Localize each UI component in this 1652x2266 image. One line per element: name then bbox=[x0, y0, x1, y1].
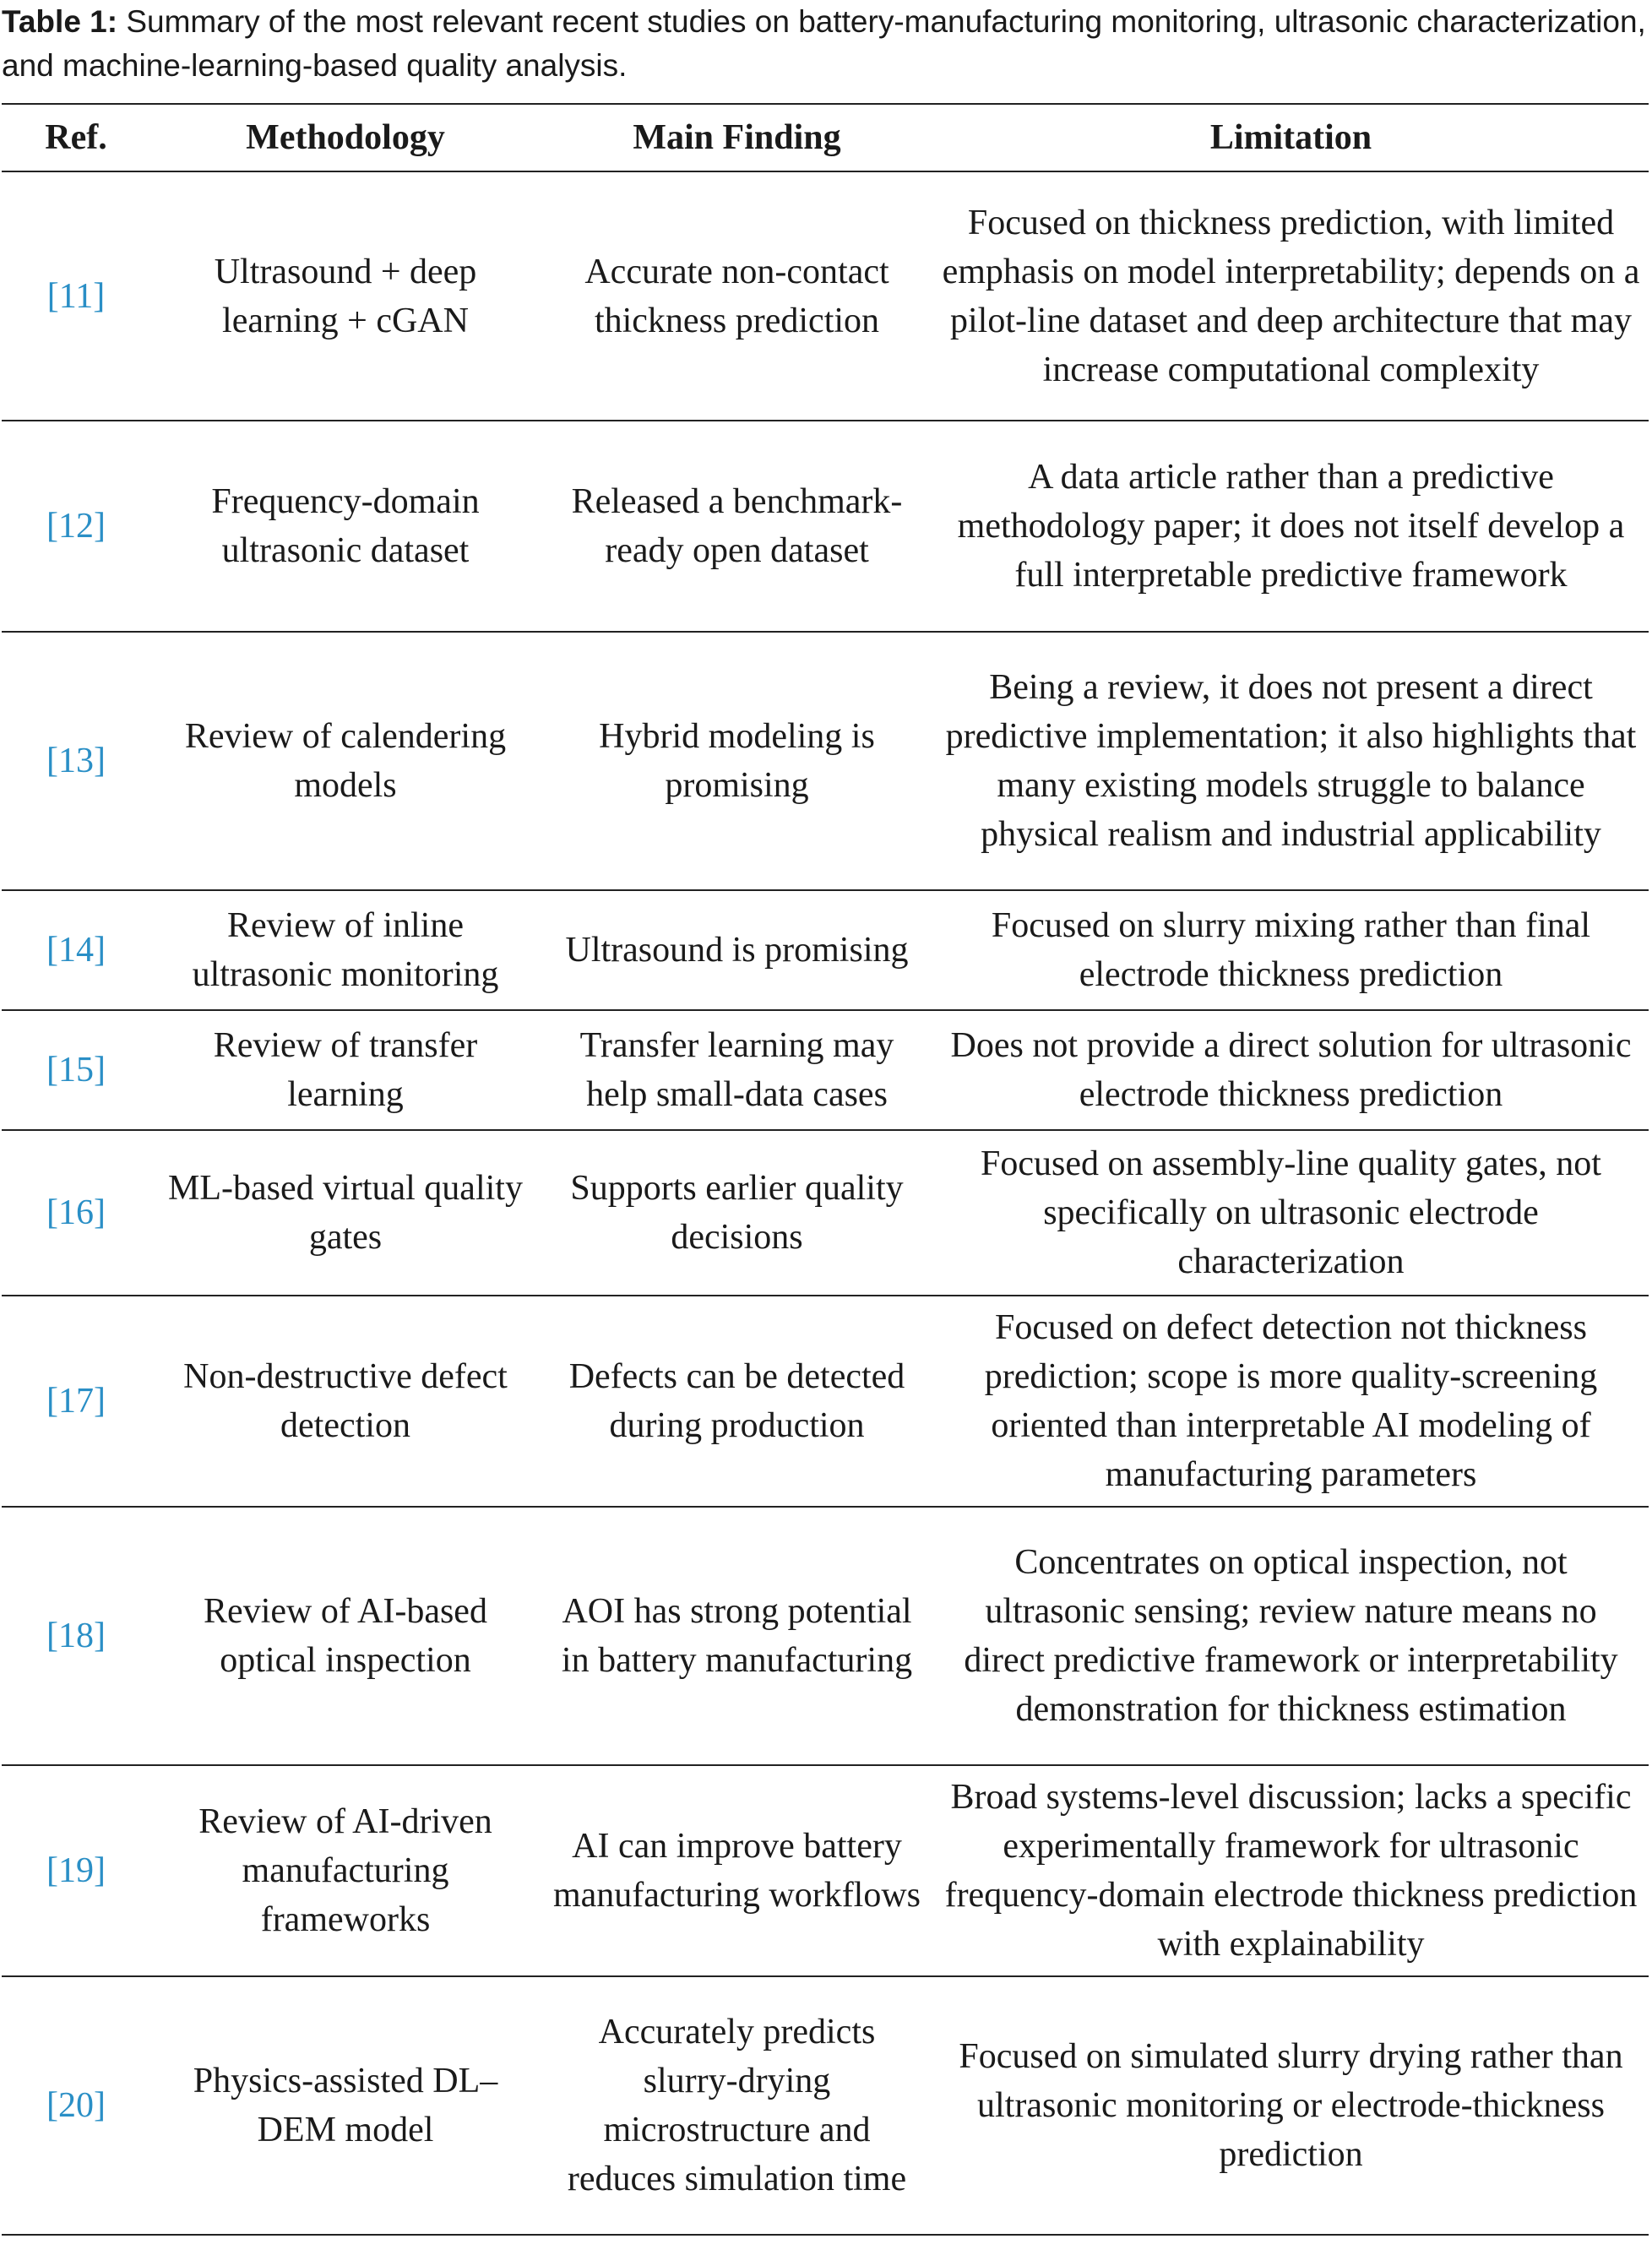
cell-main-finding: AOI has strong potential in battery manufacturing bbox=[541, 1507, 933, 1765]
cell-limitation: Focused on simulated slurry drying rather than ultrasonic monitoring or electrode-thickness prediction bbox=[933, 1976, 1649, 2235]
citation-link[interactable]: [20] bbox=[2, 1976, 150, 2235]
table-row bbox=[2, 632, 1649, 890]
citation-link[interactable]: [13] bbox=[2, 632, 150, 890]
citation-link[interactable]: [12] bbox=[2, 421, 150, 632]
cell-limitation: A data article rather than a predictive methodology paper; it does not itself develop a full interpretable predictive framework bbox=[933, 421, 1649, 632]
table-row bbox=[2, 890, 1649, 1010]
cell-limitation: Broad systems-level discussion; lacks a specific experimentally framework for ultrasonic frequency-domain electrode thickness prediction with explainability bbox=[933, 1765, 1649, 1976]
citation-link[interactable]: [11] bbox=[2, 171, 150, 421]
table-row bbox=[2, 1010, 1649, 1130]
citation-link[interactable]: [19] bbox=[2, 1765, 150, 1976]
cell-methodology: Review of transfer learning bbox=[150, 1010, 541, 1130]
cell-methodology: Physics-assisted DL–DEM model bbox=[150, 1976, 541, 2235]
table-caption-label: Table 1: bbox=[2, 4, 118, 39]
table-caption bbox=[2, 0, 1649, 88]
table-caption-text: Summary of the most relevant recent studies on battery-manufacturing monitoring, ultrasonic characterization, and machine-learning-based quality analysis. bbox=[2, 4, 1646, 83]
citation-link[interactable]: [17] bbox=[2, 1296, 150, 1507]
cell-main-finding: Released a benchmark-ready open dataset bbox=[541, 421, 933, 632]
cell-methodology: Ultrasound + deep learning + cGAN bbox=[150, 171, 541, 421]
cell-main-finding: Accurate non-contact thickness prediction bbox=[541, 171, 933, 421]
cell-main-finding: AI can improve battery manufacturing workflows bbox=[541, 1765, 933, 1976]
table-header-row bbox=[2, 104, 1649, 171]
table-row bbox=[2, 1507, 1649, 1765]
citation-link[interactable]: [14] bbox=[2, 890, 150, 1010]
cell-main-finding: Hybrid modeling is promising bbox=[541, 632, 933, 890]
header-methodology: Methodology bbox=[150, 104, 541, 171]
table-row bbox=[2, 421, 1649, 632]
cell-main-finding: Ultrasound is promising bbox=[541, 890, 933, 1010]
cell-methodology: ML-based virtual quality gates bbox=[150, 1130, 541, 1296]
header-limitation: Limitation bbox=[933, 104, 1649, 171]
cell-main-finding: Transfer learning may help small-data cases bbox=[541, 1010, 933, 1130]
cell-main-finding: Supports earlier quality decisions bbox=[541, 1130, 933, 1296]
cell-limitation: Concentrates on optical inspection, not ultrasonic sensing; review nature means no direct predictive framework or interpretability demonstration for thickness estimation bbox=[933, 1507, 1649, 1765]
cell-methodology: Review of calendering models bbox=[150, 632, 541, 890]
cell-methodology: Frequency-domain ultrasonic dataset bbox=[150, 421, 541, 632]
cell-limitation: Does not provide a direct solution for ultrasonic electrode thickness prediction bbox=[933, 1010, 1649, 1130]
header-ref: Ref. bbox=[2, 104, 150, 171]
cell-limitation: Focused on thickness prediction, with limited emphasis on model interpretability; depends on a pilot-line dataset and deep architecture that may increase computational complexity bbox=[933, 171, 1649, 421]
citation-link[interactable]: [18] bbox=[2, 1507, 150, 1765]
table-row bbox=[2, 171, 1649, 421]
cell-limitation: Being a review, it does not present a direct predictive implementation; it also highlights that many existing models struggle to balance physical realism and industrial applicability bbox=[933, 632, 1649, 890]
cell-limitation: Focused on assembly-line quality gates, not specifically on ultrasonic electrode characterization bbox=[933, 1130, 1649, 1296]
citation-link[interactable]: [15] bbox=[2, 1010, 150, 1130]
table-row bbox=[2, 1976, 1649, 2235]
table-row bbox=[2, 1765, 1649, 1976]
cell-main-finding: Defects can be detected during production bbox=[541, 1296, 933, 1507]
table-row bbox=[2, 1130, 1649, 1296]
cell-methodology: Review of inline ultrasonic monitoring bbox=[150, 890, 541, 1010]
cell-methodology: Non-destructive defect detection bbox=[150, 1296, 541, 1507]
table-row bbox=[2, 1296, 1649, 1507]
header-main-finding: Main Finding bbox=[541, 104, 933, 171]
cell-limitation: Focused on defect detection not thickness prediction; scope is more quality-screening oriented than interpretable AI modeling of manufacturing parameters bbox=[933, 1296, 1649, 1507]
summary-table bbox=[2, 103, 1649, 2236]
cell-limitation: Focused on slurry mixing rather than final electrode thickness prediction bbox=[933, 890, 1649, 1010]
cell-methodology: Review of AI-based optical inspection bbox=[150, 1507, 541, 1765]
cell-methodology: Review of AI-driven manufacturing frameworks bbox=[150, 1765, 541, 1976]
cell-main-finding: Accurately predicts slurry-drying microstructure and reduces simulation time bbox=[541, 1976, 933, 2235]
citation-link[interactable]: [16] bbox=[2, 1130, 150, 1296]
